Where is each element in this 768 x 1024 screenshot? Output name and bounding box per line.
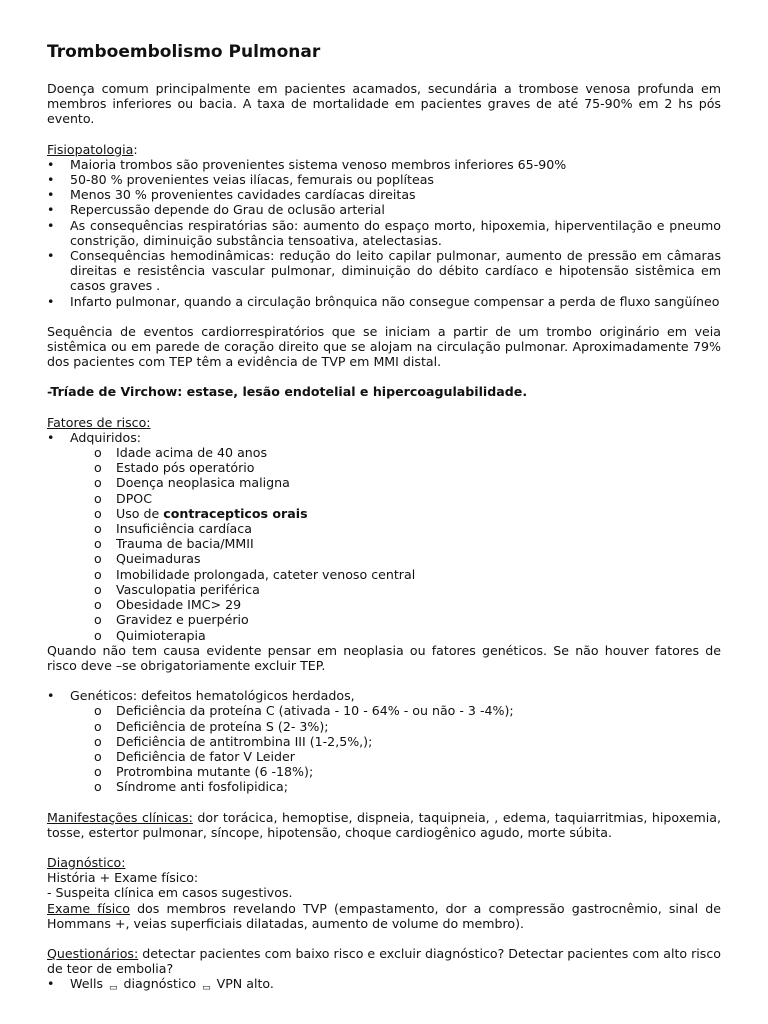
sublist-item: o Gravidez e puerpério bbox=[70, 612, 721, 627]
wells-item bbox=[47, 976, 721, 996]
exame-fisico-paragraph bbox=[47, 901, 721, 931]
document-page bbox=[47, 40, 721, 997]
list-item: • Maioria trombos são provenientes sistema venoso membros inferiores 65-90% bbox=[47, 157, 721, 172]
manifestacoes-text: dor torácica, hemoptise, dispneia, taquipneia, , edema, taquiarritmias, hipoxemia, tosse, estertor pulmonar, síncope, hipotensão, choque cardiogênico agudo, morte súbita. bbox=[47, 809, 721, 840]
missing-glyph-icon: ▭ bbox=[109, 983, 118, 994]
adquiridos-item bbox=[47, 430, 721, 643]
geneticos-list bbox=[47, 688, 721, 794]
questionarios-heading: Questionários: bbox=[47, 945, 139, 961]
sublist-item bbox=[70, 506, 721, 521]
sublist-item: o Quimioterapia bbox=[70, 628, 721, 643]
questionarios-text: detectar pacientes com baixo risco e excluir diagnóstico? Detectar pacientes com alto risco de teor de embolia? bbox=[47, 945, 721, 977]
fatores-list bbox=[47, 430, 721, 643]
sublist-item: o Protrombina mutante (6 -18%); bbox=[70, 764, 721, 779]
sublist-item: o Imobilidade prolongada, cateter venoso central bbox=[70, 567, 721, 582]
list-item: • Consequências hemodinâmicas: redução do leito capilar pulmonar, aumento de pressão em câmaras direitas e resistência vascular pulmonar, diminuição do débito cardíaco e hipotensão sistêmica em casos graves . bbox=[47, 248, 721, 294]
sublist-item: o Deficiência de fator V Leider bbox=[70, 749, 721, 764]
wells-list bbox=[47, 976, 721, 996]
list-item: • Menos 30 % provenientes cavidades cardíacas direitas bbox=[47, 187, 721, 202]
contraceptivos-prefix: Uso de bbox=[116, 505, 164, 521]
list-item: • 50-80 % provenientes veias ilíacas, femurais ou poplíteas bbox=[47, 172, 721, 187]
sublist-item: o Estado pós operatório bbox=[70, 460, 721, 475]
fisiopatologia-label: Fisiopatologia bbox=[47, 141, 134, 157]
diagnostico-heading: Diagnóstico: bbox=[47, 854, 126, 870]
sublist-item: o Trauma de bacia/MMII bbox=[70, 536, 721, 551]
fisiopatologia-heading bbox=[47, 142, 721, 157]
heading-colon: : bbox=[133, 141, 138, 157]
contraceptivos-bold: contracepticos orais bbox=[163, 505, 308, 521]
exame-fisico-text: dos membros revelando TVP (empastamento, dor a compressão gastrocnêmio, sinal de Hommans +, veias superficiais dilatadas, aumento de volume do membro). bbox=[47, 900, 721, 931]
exame-fisico-label: Exame físico bbox=[47, 900, 130, 916]
wells-label: Wells bbox=[70, 976, 108, 992]
diagnostico-historia: História + Exame físico: bbox=[47, 870, 199, 886]
sublist-item: o Síndrome anti fosfolipidica; bbox=[70, 779, 721, 794]
geneticos-item bbox=[47, 688, 721, 794]
sublist-item: o Obesidade IMC> 29 bbox=[70, 597, 721, 612]
sublist-item: o Insuficiência cardíaca bbox=[70, 521, 721, 536]
list-item: • Infarto pulmonar, quando a circulação brônquica não consegue compensar a perda de fluxo sangüíneo bbox=[47, 294, 721, 309]
questionarios-paragraph bbox=[47, 946, 721, 976]
list-item: • Repercussão depende do Grau de oclusão arterial bbox=[47, 202, 721, 217]
sublist-item: o Doença neoplasica maligna bbox=[70, 475, 721, 490]
fatores-nota: Quando não tem causa evidente pensar em neoplasia ou fatores genéticos. Se não houver fatores de risco deve –se obrigatoriamente excluir TEP. bbox=[47, 642, 721, 673]
fatores-heading: Fatores de risco: bbox=[47, 414, 151, 430]
fisiopatologia-list bbox=[47, 157, 721, 309]
wells-diagnostico: diagnóstico bbox=[119, 976, 201, 992]
sublist-item: o Vasculopatia periférica bbox=[70, 582, 721, 597]
geneticos-sublist bbox=[70, 703, 721, 794]
sequencia-paragraph: Sequência de eventos cardiorrespiratórios que se iniciam a partir de um trombo originário em veia sistêmica ou em parede de coração direito que se alojam na circulação pulmonar. Aproximadamente 79% dos pacientes com TEP têm a evidência de TVP em MMI distal. bbox=[47, 323, 721, 370]
sublist-item: o Idade acima de 40 anos bbox=[70, 445, 721, 460]
manifestacoes-heading: Manifestações clínicas: bbox=[47, 809, 193, 825]
missing-glyph-icon: ▭ bbox=[202, 983, 211, 994]
document-title: Tromboembolismo Pulmonar bbox=[47, 42, 321, 62]
sublist-item: o Deficiência de proteína S (2- 3%); bbox=[70, 719, 721, 734]
adquiridos-sublist bbox=[70, 445, 721, 643]
sublist-item: o Queimaduras bbox=[70, 551, 721, 566]
geneticos-label: Genéticos: defeitos hematológicos herdados, bbox=[70, 688, 355, 704]
intro-paragraph: Doença comum principalmente em pacientes acamados, secundária a trombose venosa profunda em membros inferiores ou bacia. A taxa de mortalidade em pacientes graves de até 75-90% em 2 hs pós evento. bbox=[47, 81, 721, 127]
adquiridos-label: Adquiridos: bbox=[70, 429, 142, 445]
manifestacoes-paragraph bbox=[47, 810, 721, 840]
list-item: • As consequências respiratórias são: aumento do espaço morto, hipoxemia, hiperventilação e pneumo constrição, diminuição substância tensoativa, atelectasias. bbox=[47, 218, 721, 248]
wells-vpn: VPN alto. bbox=[212, 976, 274, 992]
diagnostico-suspeita: - Suspeita clínica em casos sugestivos. bbox=[47, 885, 293, 901]
sublist-item: o Deficiência da proteína C (ativada - 10 - 64% - ou não - 3 -4%); bbox=[70, 703, 721, 718]
sublist-item: o DPOC bbox=[70, 491, 721, 506]
sublist-item: o Deficiência de antitrombina III (1-2,5%,); bbox=[70, 734, 721, 749]
triade-virchow: -Tríade de Virchow: estase, lesão endotelial e hipercoagulabilidade. bbox=[47, 384, 528, 400]
